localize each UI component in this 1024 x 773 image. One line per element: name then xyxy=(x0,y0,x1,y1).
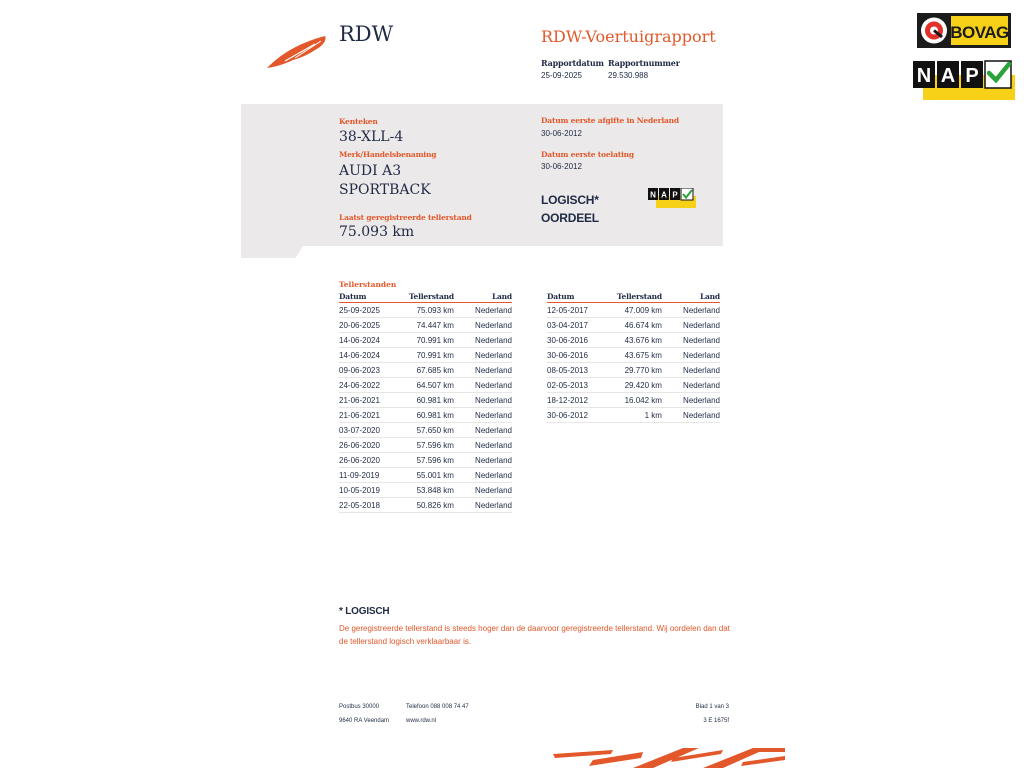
cell-date: 20-06-2025 xyxy=(339,318,409,333)
footer-web[interactable]: www.rdw.nl xyxy=(406,718,437,724)
cell-country: Nederland xyxy=(454,378,512,393)
table-row xyxy=(339,438,512,453)
nap-logo xyxy=(913,60,1015,100)
table-row xyxy=(547,333,720,348)
table-row xyxy=(339,498,512,513)
table-row xyxy=(547,318,720,333)
col-header-date: Datum xyxy=(547,292,617,303)
cell-date: 26-06-2020 xyxy=(339,438,409,453)
make-value-line2: SPORTBACK xyxy=(339,182,431,198)
cell-reading: 67.685 km xyxy=(409,363,454,378)
cell-country: Nederland xyxy=(662,348,720,363)
cell-reading: 74.447 km xyxy=(409,318,454,333)
cell-reading: 1 km xyxy=(617,408,662,423)
cell-reading: 53.848 km xyxy=(409,483,454,498)
plate-value: 38-XLL-4 xyxy=(339,129,404,145)
cell-reading: 43.676 km xyxy=(617,333,662,348)
cell-date: 02-05-2013 xyxy=(547,378,617,393)
cell-date: 25-09-2025 xyxy=(339,303,409,318)
nap-letter-p: P xyxy=(965,65,979,87)
footnote-text: De geregistreerde tellerstand is steeds hoger dan de daarvoor geregistreerde tellerstand. Wij oordelen dan dat de tellerstand logisch verklaarbaar is. xyxy=(339,624,730,646)
cell-date: 18-12-2012 xyxy=(547,393,617,408)
cell-date: 30-06-2016 xyxy=(547,333,617,348)
odometer-section-title: Tellerstanden xyxy=(339,280,397,289)
cell-reading: 57.596 km xyxy=(409,453,454,468)
cell-date: 09-06-2023 xyxy=(339,363,409,378)
footer-code: 3 E 1675f xyxy=(703,718,729,724)
cell-date: 08-05-2013 xyxy=(547,363,617,378)
cell-country: Nederland xyxy=(454,453,512,468)
col-header-country: Land xyxy=(454,292,512,303)
cell-country: Nederland xyxy=(454,438,512,453)
footer-page: Blad 1 van 3 xyxy=(695,704,729,710)
bovag-text: BOVAG xyxy=(950,23,1009,42)
cell-date: 22-05-2018 xyxy=(339,498,409,513)
cell-date: 14-06-2024 xyxy=(339,333,409,348)
footnote-title: * LOGISCH xyxy=(339,606,390,617)
table-row xyxy=(339,393,512,408)
cell-date: 26-06-2020 xyxy=(339,453,409,468)
rdw-logo-icon xyxy=(265,34,331,70)
cell-country: Nederland xyxy=(454,333,512,348)
cell-country: Nederland xyxy=(662,393,720,408)
table-row xyxy=(339,423,512,438)
svg-text:A: A xyxy=(661,190,667,200)
cell-date: 03-04-2017 xyxy=(547,318,617,333)
table-row xyxy=(547,378,720,393)
report-title: RDW-Voertuigrapport xyxy=(541,27,716,46)
cell-date: 03-07-2020 xyxy=(339,423,409,438)
odometer-table-right xyxy=(547,292,720,423)
plate-label: Kenteken xyxy=(339,117,378,126)
cell-date: 10-05-2019 xyxy=(339,483,409,498)
cell-reading: 16.042 km xyxy=(617,393,662,408)
table-row xyxy=(339,468,512,483)
col-header-date: Datum xyxy=(339,292,409,303)
cell-country: Nederland xyxy=(454,303,512,318)
cell-date: 21-06-2021 xyxy=(339,393,409,408)
table-row xyxy=(339,303,512,318)
bovag-logo xyxy=(917,13,1011,48)
cell-date: 21-06-2021 xyxy=(339,408,409,423)
cell-reading: 29.420 km xyxy=(617,378,662,393)
table-row xyxy=(547,303,720,318)
first-nl-label: Datum eerste afgifte in Nederland xyxy=(541,116,679,125)
cell-date: 14-06-2024 xyxy=(339,348,409,363)
cell-country: Nederland xyxy=(662,378,720,393)
cell-country: Nederland xyxy=(454,393,512,408)
cell-country: Nederland xyxy=(454,318,512,333)
report-date-label: Rapportdatum xyxy=(541,58,604,68)
table-row xyxy=(547,393,720,408)
brand-name: RDW xyxy=(339,22,394,46)
cell-country: Nederland xyxy=(662,333,720,348)
verdict-line2: OORDEEL xyxy=(541,211,599,225)
verdict xyxy=(541,191,599,227)
first-admission-value: 30-06-2012 xyxy=(541,162,582,171)
rdw-stripes-graphic xyxy=(553,746,785,768)
cell-reading: 47.009 km xyxy=(617,303,662,318)
odometer-label: Laatst geregistreerde tellerstand xyxy=(339,213,472,222)
cell-reading: 43.675 km xyxy=(617,348,662,363)
cell-reading: 70.991 km xyxy=(409,333,454,348)
col-header-reading: Tellerstand xyxy=(409,292,454,301)
nap-small-icon xyxy=(648,188,696,208)
report-date: 25-09-2025 xyxy=(541,71,582,80)
table-row xyxy=(547,408,720,423)
nap-letter-n: N xyxy=(916,65,932,87)
cell-reading: 70.991 km xyxy=(409,348,454,363)
cell-date: 12-05-2017 xyxy=(547,303,617,318)
table-row xyxy=(339,363,512,378)
cell-reading: 57.596 km xyxy=(409,438,454,453)
col-header-reading: Tellerstand xyxy=(617,292,662,301)
vehicle-summary-panel-tail xyxy=(241,246,303,258)
cell-country: Nederland xyxy=(662,363,720,378)
cell-reading: 29.770 km xyxy=(617,363,662,378)
cell-country: Nederland xyxy=(662,408,720,423)
first-nl-value: 30-06-2012 xyxy=(541,129,582,138)
verdict-line1: LOGISCH* xyxy=(541,193,599,207)
odometer-value: 75.093 km xyxy=(339,224,415,240)
vehicle-summary-panel xyxy=(241,104,723,246)
cell-country: Nederland xyxy=(454,498,512,513)
odometer-table-left xyxy=(339,292,512,513)
table-row xyxy=(339,453,512,468)
nap-letter-a: A xyxy=(940,65,956,87)
table-row xyxy=(339,408,512,423)
cell-reading: 55.001 km xyxy=(409,468,454,483)
table-row xyxy=(339,318,512,333)
first-admission-label: Datum eerste toelating xyxy=(541,150,634,159)
table-row xyxy=(339,348,512,363)
table-row xyxy=(547,363,720,378)
table-row xyxy=(339,333,512,348)
report-number-label: Rapportnummer xyxy=(608,58,680,68)
cell-reading: 60.981 km xyxy=(409,393,454,408)
svg-text:N: N xyxy=(650,190,656,200)
cell-country: Nederland xyxy=(662,318,720,333)
cell-country: Nederland xyxy=(662,303,720,318)
cell-country: Nederland xyxy=(454,468,512,483)
col-header-country: Land xyxy=(662,292,720,303)
cell-country: Nederland xyxy=(454,363,512,378)
cell-date: 24-06-2022 xyxy=(339,378,409,393)
table-row xyxy=(547,348,720,363)
cell-date: 30-06-2012 xyxy=(547,408,617,423)
cell-reading: 64.507 km xyxy=(409,378,454,393)
footer-phone: Telefoon 088 008 74 47 xyxy=(406,704,469,710)
footer-city: 9640 RA Veendam xyxy=(339,718,390,724)
cell-reading: 75.093 km xyxy=(409,303,454,318)
table-row xyxy=(339,378,512,393)
make-value-line1: AUDI A3 xyxy=(339,163,402,179)
cell-reading: 46.674 km xyxy=(617,318,662,333)
cell-reading: 50.826 km xyxy=(409,498,454,513)
make-label: Merk/Handelsbenaming xyxy=(339,150,437,159)
cell-country: Nederland xyxy=(454,483,512,498)
table-row xyxy=(339,483,512,498)
cell-reading: 60.981 km xyxy=(409,408,454,423)
cell-date: 11-09-2019 xyxy=(339,468,409,483)
cell-country: Nederland xyxy=(454,423,512,438)
svg-text:P: P xyxy=(672,190,678,200)
cell-country: Nederland xyxy=(454,408,512,423)
report-number: 29.530.988 xyxy=(608,71,649,80)
cell-reading: 57.650 km xyxy=(409,423,454,438)
footer-postbus: Postbus 30000 xyxy=(339,704,380,710)
cell-date: 30-06-2016 xyxy=(547,348,617,363)
cell-country: Nederland xyxy=(454,348,512,363)
